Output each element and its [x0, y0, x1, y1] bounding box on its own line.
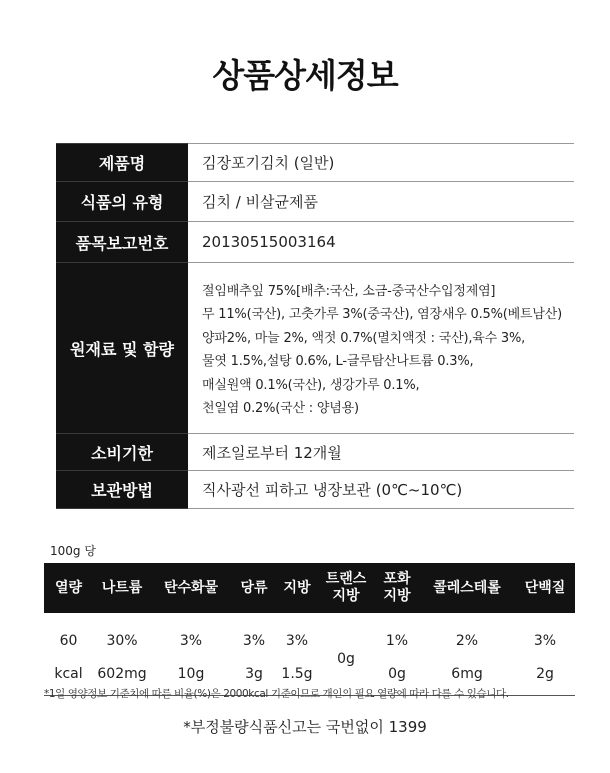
- report-number-label: 품목보고번호: [56, 222, 188, 263]
- nutrition-amount-cell: 0g: [375, 659, 419, 696]
- product-name-value: 김장포기김치 (일반): [188, 144, 574, 182]
- report-number-value: 20130515003164: [188, 222, 574, 263]
- ingredient-line: 물엿 1.5%,설탕 0.6%, L-글루탐산나트륨 0.3%,: [202, 354, 474, 369]
- nutrition-header: 열량: [44, 563, 93, 613]
- nutrition-amount-cell: kcal: [44, 659, 93, 696]
- nutrition-amount-cell: 1.5g: [277, 659, 317, 696]
- nutrition-percent-cell: 2%: [455, 633, 479, 649]
- ingredient-line: 양파2%, 마늘 2%, 액젓 0.7%(멸치액젓 : 국산),육수 3%,: [202, 330, 526, 346]
- ingredient-line: 절임배추잎 75%[배추:국산, 소금-중국산수입정제염]: [202, 283, 496, 299]
- nutrition-header: 탄수화물: [151, 563, 231, 613]
- storage-label: 보관방법: [56, 471, 188, 509]
- nutrition-amount-cell: 6mg: [419, 659, 515, 696]
- nutrition-percent-cell: 3%: [285, 633, 309, 649]
- page-title: 상품상세정보: [212, 56, 398, 95]
- nutrition-header: 나트륨: [93, 563, 151, 613]
- nutrition-header: 트랜스 지방: [317, 563, 375, 613]
- storage-value: 직사광선 피하고 냉장보관 (0℃~10℃): [188, 471, 574, 509]
- nutrition-header: 단백질: [515, 563, 575, 613]
- trans-fat-value: 0g: [317, 613, 375, 696]
- report-hotline: *부정불량식품신고는 국번없이 1399: [183, 718, 427, 736]
- food-type-value: 김치 / 비살균제품: [188, 182, 574, 222]
- ingredients-value: [188, 263, 574, 434]
- expiry-value: 제조일로부터 12개월: [188, 434, 574, 471]
- ingredient-line: 매실원액 0.1%(국산), 생강가루 0.1%,: [202, 377, 420, 393]
- serving-basis: 100g 당: [50, 544, 96, 558]
- ingredients-label: 원재료 및 함량: [56, 263, 188, 434]
- ingredient-line: 천일염 0.2%(국산 : 양념용): [202, 401, 359, 416]
- nutrition-percent-cell: 3%: [179, 633, 203, 649]
- nutrition-header: 콜레스테롤: [419, 563, 515, 613]
- ingredient-line: 무 11%(국산), 고춧가루 3%(중국산), 염장새우 0.5%(베트남산): [202, 307, 562, 322]
- expiry-label: 소비기한: [56, 434, 188, 471]
- product-name-label: 제품명: [56, 144, 188, 182]
- nutrition-header: 당류: [231, 563, 277, 613]
- product-info-table: [56, 143, 574, 509]
- nutrition-amount-cell: 3g: [231, 659, 277, 696]
- nutrition-table: [44, 563, 575, 696]
- nutrition-header: 포화 지방: [375, 563, 419, 613]
- daily-value-note: *1일 영양정보 기준치에 따른 비율(%)은 2000kcal 기준이므로 개인의 필요 열량에 따라 다를 수 있습니다.: [44, 688, 509, 700]
- nutrition-percent-cell: 30%: [106, 633, 138, 649]
- nutrition-amount-cell: 2g: [515, 659, 575, 696]
- nutrition-percent-cell: 60: [59, 633, 78, 649]
- food-type-label: 식품의 유형: [56, 182, 188, 222]
- nutrition-amount-cell: 10g: [151, 659, 231, 696]
- nutrition-percent-cell: 1%: [385, 633, 409, 649]
- nutrition-amount-cell: 602mg: [93, 659, 151, 696]
- nutrition-percent-cell: 3%: [242, 633, 266, 649]
- nutrition-percent-cell: 3%: [533, 633, 557, 649]
- nutrition-header: 지방: [277, 563, 317, 613]
